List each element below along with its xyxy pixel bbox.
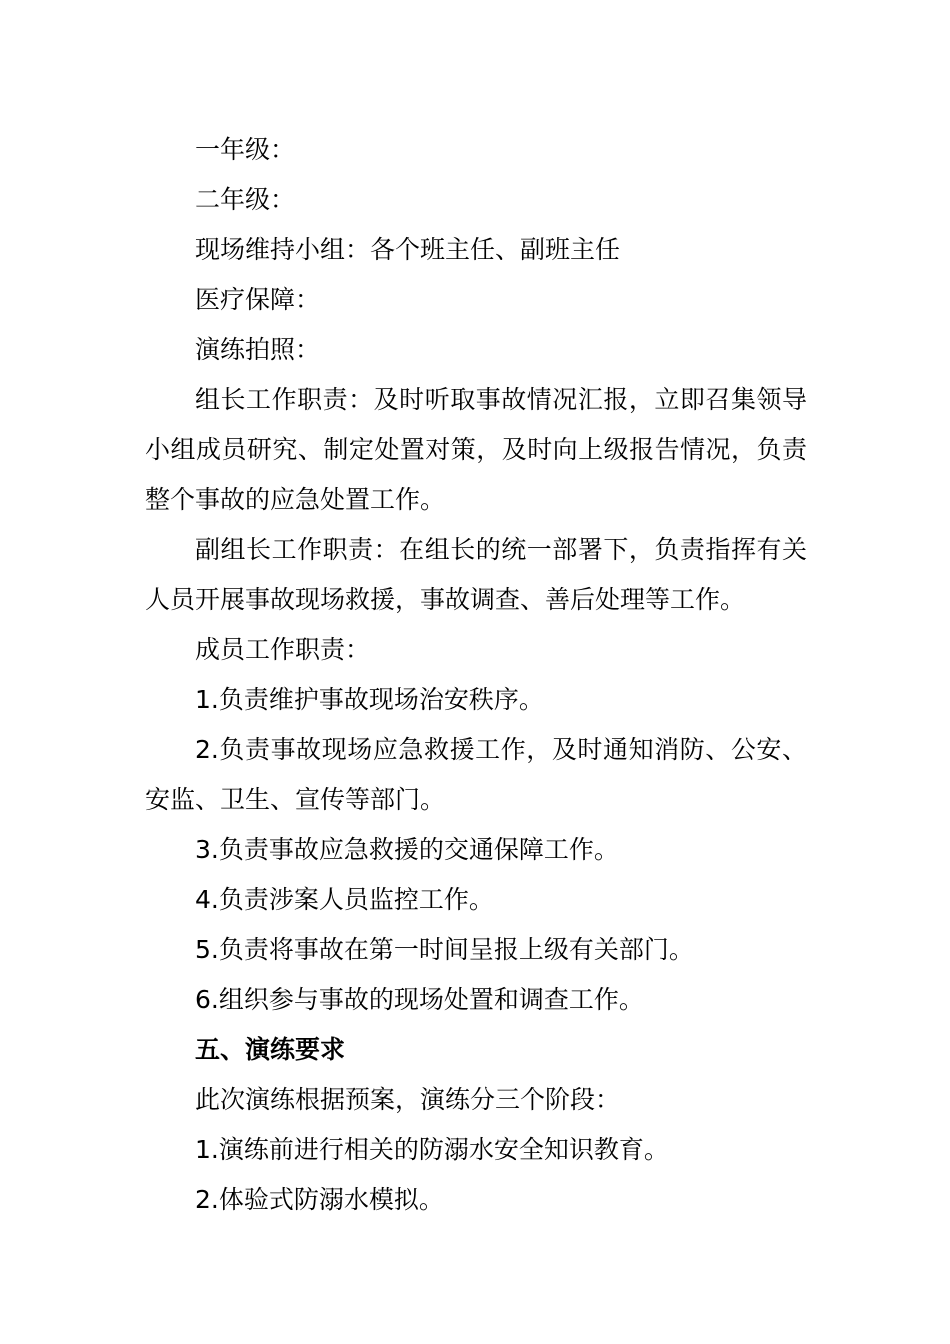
list-item-stage-2: 2.体验式防溺水模拟。 <box>195 1185 444 1214</box>
list-item-duty-3: 3.负责事故应急救援的交通保障工作。 <box>195 835 619 864</box>
paragraph-leader-duties: 组长工作职责：及时听取事故情况汇报，立即召集领导小组成员研究、制定处置对策，及时向上级报告情况，负责整个事故的应急处置工作。 <box>145 385 807 514</box>
paragraph-photography: 演练拍照： <box>195 335 321 364</box>
list-item-duty-1: 1.负责维护事故现场治安秩序。 <box>195 685 544 714</box>
paragraph-medical: 医疗保障： <box>195 285 321 314</box>
paragraph-grade-two: 二年级： <box>195 185 296 214</box>
paragraph-deputy-duties: 副组长工作职责：在组长的统一部署下，负责指挥有关人员开展事故现场救援，事故调查、善后处理等工作。 <box>145 535 807 614</box>
paragraph-site-team: 现场维持小组：各个班主任、副班主任 <box>195 235 621 264</box>
section-heading: 五、演练要求 <box>195 1035 346 1064</box>
document-body <box>145 125 807 1225</box>
list-item-duty-2: 2.负责事故现场应急救援工作，及时通知消防、公安、安监、卫生、宣传等部门。 <box>145 735 807 814</box>
list-item-duty-4: 4.负责涉案人员监控工作。 <box>195 885 494 914</box>
paragraph-member-duties: 成员工作职责： <box>195 635 371 664</box>
list-item-duty-6: 6.组织参与事故的现场处置和调查工作。 <box>195 985 644 1014</box>
list-item-stage-1: 1.演练前进行相关的防溺水安全知识教育。 <box>195 1135 669 1164</box>
paragraph-grade-one: 一年级： <box>195 135 296 164</box>
paragraph-drill-stages: 此次演练根据预案，演练分三个阶段： <box>195 1085 621 1114</box>
list-item-duty-5: 5.负责将事故在第一时间呈报上级有关部门。 <box>195 935 694 964</box>
